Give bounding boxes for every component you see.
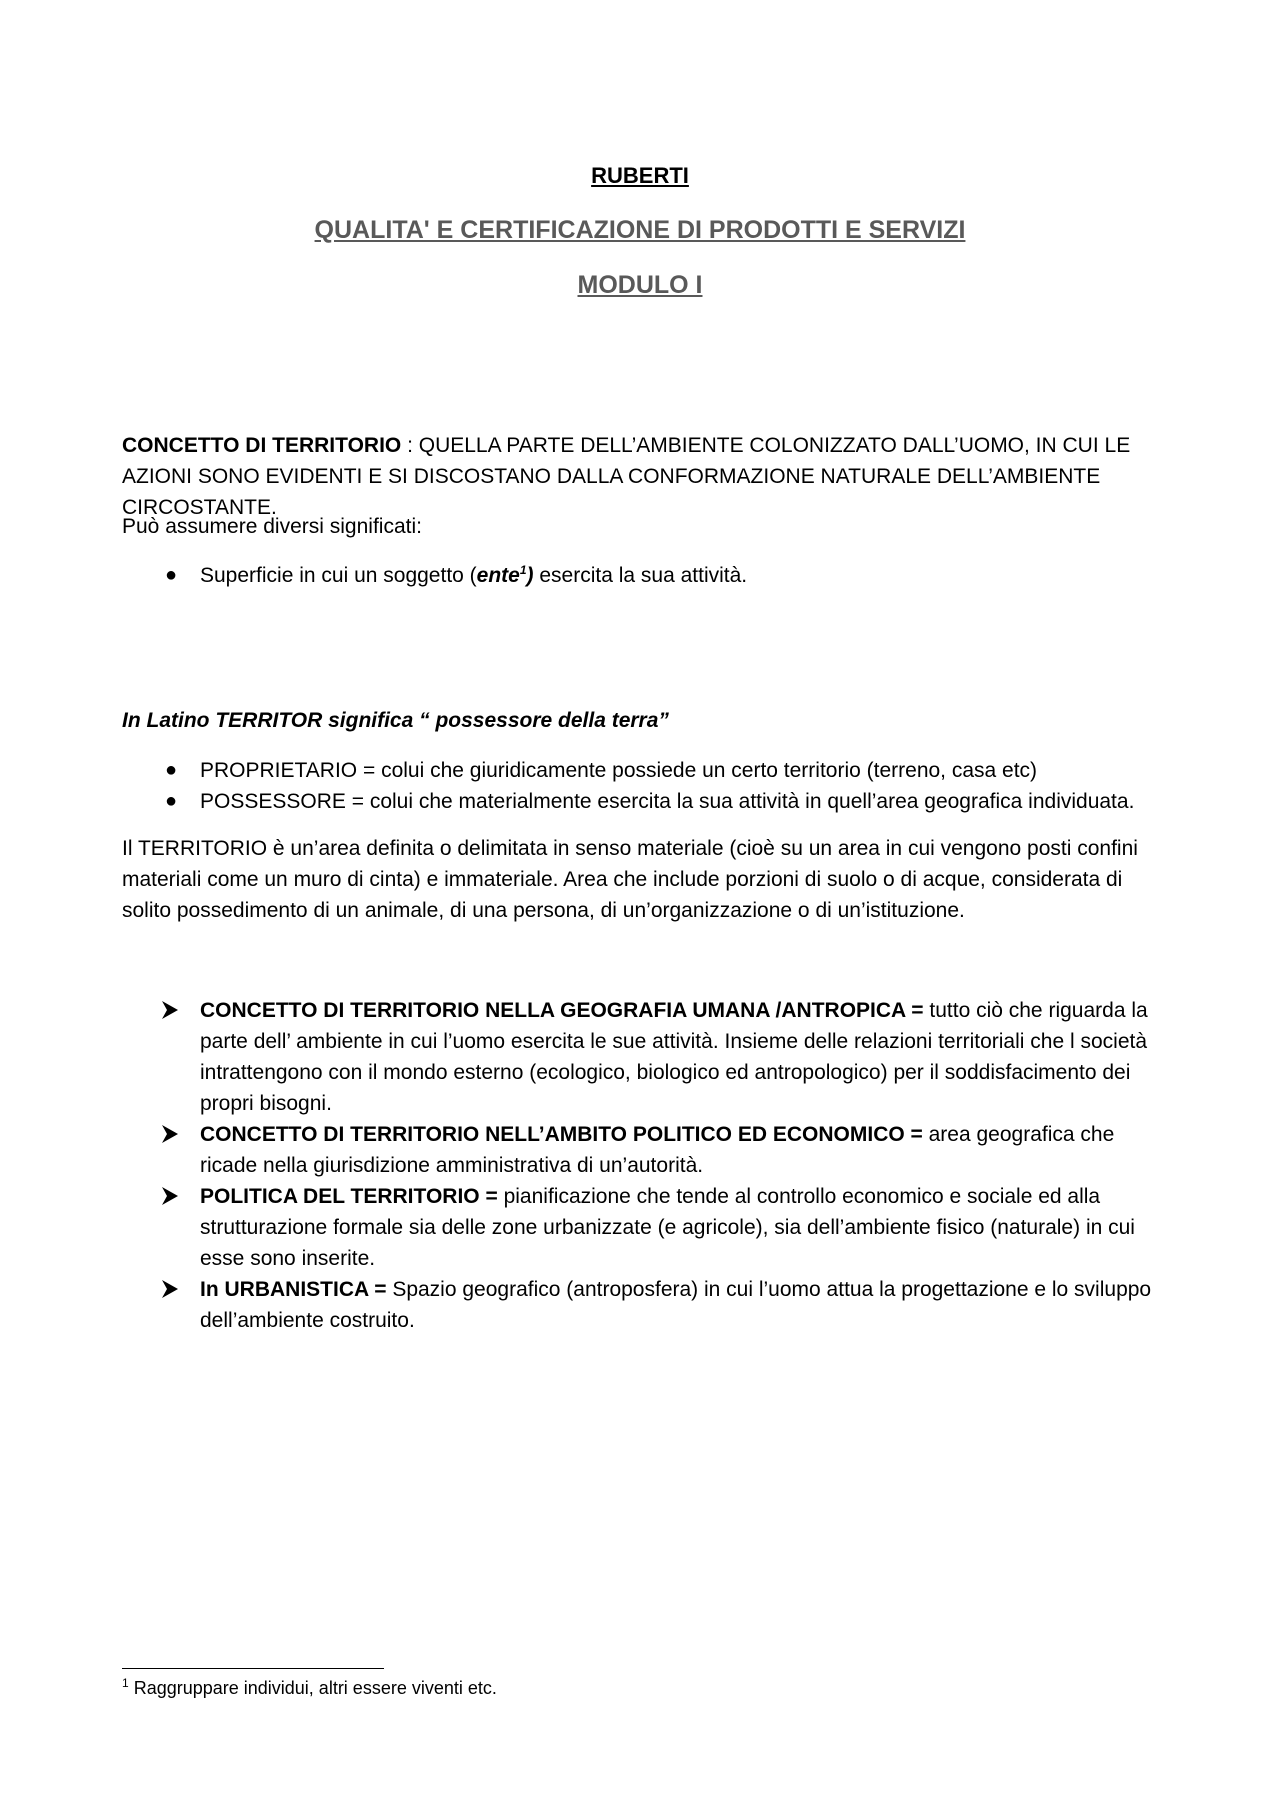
course-title: QUALITA' E CERTIFICAZIONE DI PRODOTTI E SERVIZI [314, 216, 966, 244]
meanings-intro: Può assumere diversi significati: [122, 515, 422, 538]
list-item [0, 786, 1160, 817]
list-item [0, 755, 1160, 786]
concept-label: CONCETTO DI TERRITORIO [122, 434, 402, 457]
meaning-close-paren: ) [526, 564, 534, 587]
list-item [0, 1119, 1160, 1181]
concept-text: : QUELLA PARTE DELL’AMBIENTE COLONIZZATO DALL’UOMO, IN CUI LE AZIONI SONO EVIDENTI E SI DISCOSTANO DALLA CONFORMAZIONE NATURALE DELL’AMBIENTE CIRCOSTANTE. [122, 434, 1131, 519]
arrowhead-bullet-icon [160, 1182, 180, 1210]
arrow-text: pianificazione che tende al controllo economico e sociale ed alla strutturazione formale sia delle zone urbanizzate (e agricole), sia dell’ambiente fisico (naturale) in cui esse sono inserite. [200, 1185, 1135, 1270]
latin-list [0, 755, 1160, 817]
list-item [0, 1274, 1160, 1336]
arrow-label: POLITICA DEL TERRITORIO = [200, 1185, 498, 1208]
list-item [0, 560, 1160, 591]
arrowhead-bullet-icon [160, 1275, 180, 1303]
list-item [0, 995, 1160, 1119]
list-item [0, 1181, 1160, 1274]
footnote-ref[interactable]: 1 [519, 563, 527, 577]
arrow-label: CONCETTO DI TERRITORIO NELLA GEOGRAFIA UMANA /ANTROPICA = [200, 999, 924, 1022]
latin-item-text: PROPRIETARIO = colui che giuridicamente possiede un certo territorio (terreno, casa etc) [200, 759, 1038, 782]
footnote-marker: 1 [122, 1676, 129, 1690]
meaning-emphasis [477, 564, 534, 587]
bullet-icon: ● [165, 790, 178, 812]
arrow-text: Spazio geografico (antroposfera) in cui l’uomo attua la progettazione e lo sviluppo dell’ambiente costruito. [200, 1278, 1152, 1332]
arrow-text: tutto ciò che riguarda la parte dell’ ambiente in cui l’uomo esercita le sue attività. Insieme delle relazioni territoriali che l società intrattengono con il mondo esterno (ecologico, biologico ed antropologico) per il soddisfacimento dei propri bisogni. [200, 999, 1148, 1115]
latin-item-text: POSSESSORE = colui che materialmente esercita la sua attività in quell’area geografica individuata. [200, 790, 1135, 813]
territorio-paragraph: Il TERRITORIO è un’area definita o delimitata in senso materiale (cioè su un area in cui vengono posti confini materiali come un muro di cinta) e immateriale. Area che include porzioni di suolo o di acque, considerata di solito possedimento di un animale, di una persona, di un’organizzazione o di un’istituzione. [122, 837, 1138, 922]
footnote [122, 1674, 497, 1702]
arrow-label: In URBANISTICA = [200, 1278, 387, 1301]
footnote-separator [122, 1668, 384, 1669]
latin-heading: In Latino TERRITOR significa “ possessore della terra” [122, 709, 669, 732]
arrow-list [0, 995, 1160, 1336]
meaning-text-after: esercita la sua attività. [533, 564, 748, 587]
author-title: RUBERTI [591, 163, 689, 188]
arrowhead-bullet-icon [160, 1120, 180, 1148]
module-title: MODULO I [577, 271, 703, 299]
meaning-emph-word: ente [476, 564, 520, 587]
arrowhead-bullet-icon [160, 996, 180, 1024]
concept-definition [122, 430, 1162, 523]
meaning-text-before: Superficie in cui un soggetto ( [200, 564, 477, 587]
arrow-text: area geografica che ricade nella giurisdizione amministrativa di un’autorità. [200, 1123, 1115, 1177]
arrow-label: CONCETTO DI TERRITORIO NELL’AMBITO POLITICO ED ECONOMICO = [200, 1123, 923, 1146]
meanings-list [0, 560, 1160, 591]
bullet-icon: ● [165, 759, 178, 781]
bullet-icon: ● [165, 564, 178, 586]
footnote-text: Raggruppare individui, altri essere viventi etc. [128, 1678, 497, 1698]
